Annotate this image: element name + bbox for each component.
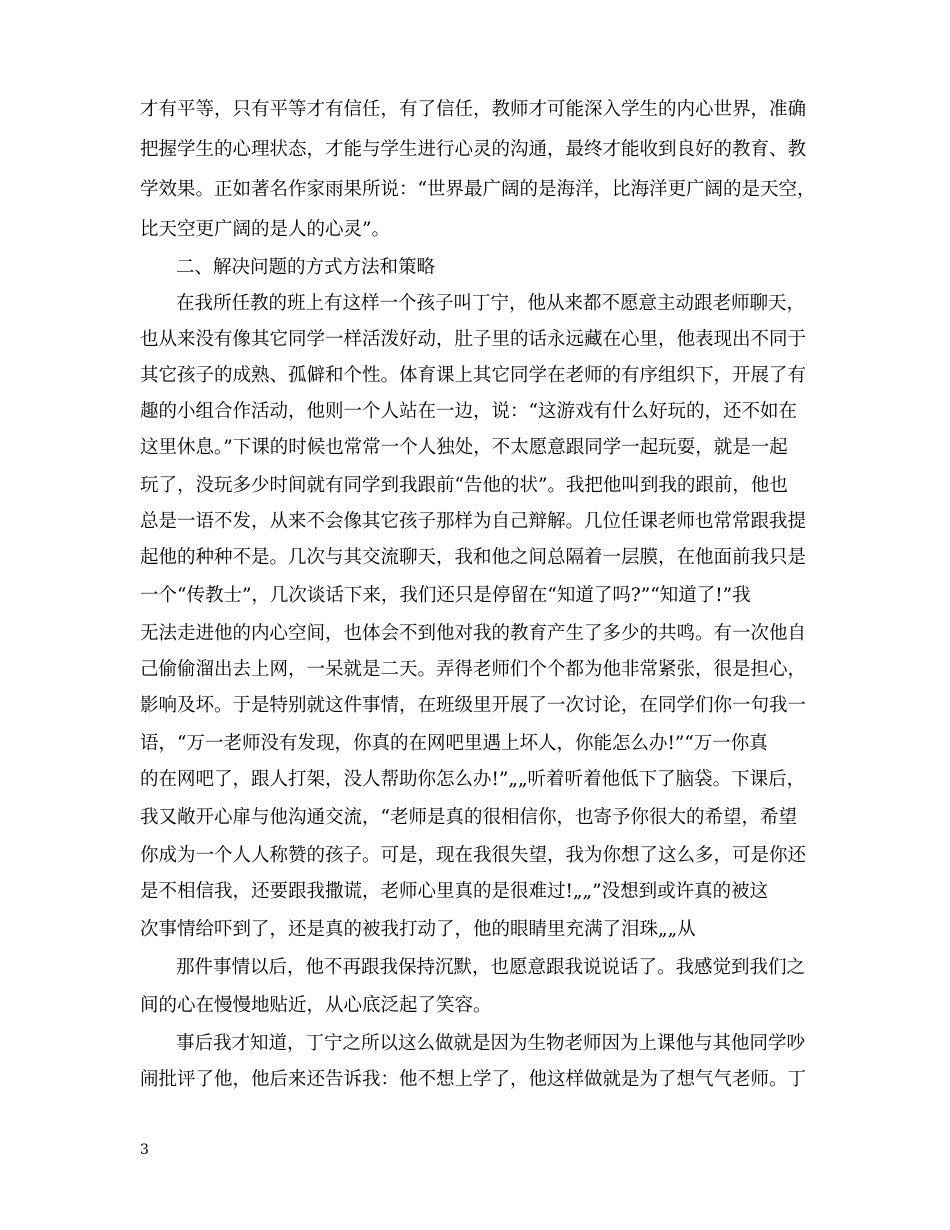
text-line: 学效果。正如著名作家雨果所说：“世界最广阔的是海洋，比海洋更广阔的是天空， [140,179,816,200]
text-line: 己偷偷溜出去上网，一呆就是二天。弄得老师们个个都为他非常紧张，很是担心， [140,659,807,680]
text-line: 比天空更广阔的是人的心灵”。 [140,219,390,240]
text-line: 次事情给吓到了，还是真的被我打动了，他的眼睛里充满了泪珠„„从 [140,919,696,940]
text-line: 总是一语不发，从来不会像其它孩子那样为自己辩解。几位任课老师也常常跟我提 [140,511,807,532]
text-line: 起他的种种不是。几次与其交流聊天，我和他之间总隔着一层膜，在他面前我只是 [140,547,807,568]
text-line: 在我所任教的班上有这样一个孩子叫丁宁，他从来都不愿意主动跟老师聊天， [176,293,806,314]
text-line: 事后我才知道，丁宁之所以这么做就是因为生物老师因为上课他与其他同学吵 [176,1033,806,1054]
text-line: 才有平等，只有平等才有信任，有了信任，教师才可能深入学生的内心世界，准确 [140,99,807,120]
text-line: 我又敞开心扉与他沟通交流，“老师是真的很相信你，也寄予你很大的希望，希望 [140,807,797,828]
text-line: 这里休息。”下课的时候也常常一个人独处，不太愿意跟同学一起玩耍，就是一起 [140,437,788,458]
text-line: 间的心在慢慢地贴近，从心底泛起了笑容。 [140,995,492,1016]
text-line: 影响及坏。于是特别就这件事情，在班级里开展了一次讨论，在同学们你一句我一 [140,695,807,716]
text-line: 无法走进他的内心空间，也体会不到他对我的教育产生了多少的共鸣。有一次他自 [140,623,807,644]
text-line: 也从来没有像其它同学一样活泼好动，肚子里的话永远藏在心里，他表现出不同于 [140,329,807,350]
text-line: 语，“万一老师没有发现，你真的在网吧里遇上坏人，你能怎么办!”“万一你真 [140,733,768,754]
text-line: 闹批评了他，他后来还告诉我：他不想上学了，他这样做就是为了想气气老师。丁 [140,1069,807,1090]
text-line: 玩了，没玩多少时间就有同学到我跟前“告他的状”。我把他叫到我的跟前，他也 [140,475,788,496]
text-line: 那件事情以后，他不再跟我保持沉默，也愿意跟我说说话了。我感觉到我们之 [176,957,806,978]
section-heading: 二、解决问题的方式方法和策略 [176,257,436,278]
text-line: 的在网吧了，跟人打架，没人帮助你怎么办!”„„听着听着他低下了脑袋。下课后， [140,769,806,790]
text-line: 一个“传教士”，几次谈话下来，我们还只是停留在“知道了吗?”“知道了!”我 [140,585,751,606]
text-line: 你成为一个人人称赞的孩子。可是，现在我很失望，我为你想了这么多，可是你还 [140,845,807,866]
text-line: 趣的小组合作活动，他则一个人站在一边，说：“这游戏有什么好玩的，还不如在 [140,401,797,422]
text-line: 把握学生的心理状态，才能与学生进行心灵的沟通，最终才能收到良好的教育、教 [140,139,807,160]
text-line: 是不相信我，还要跟我撒谎，老师心里真的是很难过!„„”没想到或许真的被这 [140,881,769,902]
page-number: 3 [140,1142,149,1158]
text-line: 其它孩子的成熟、孤僻和个性。体育课上其它同学在老师的有序组织下，开展了有 [140,365,807,386]
